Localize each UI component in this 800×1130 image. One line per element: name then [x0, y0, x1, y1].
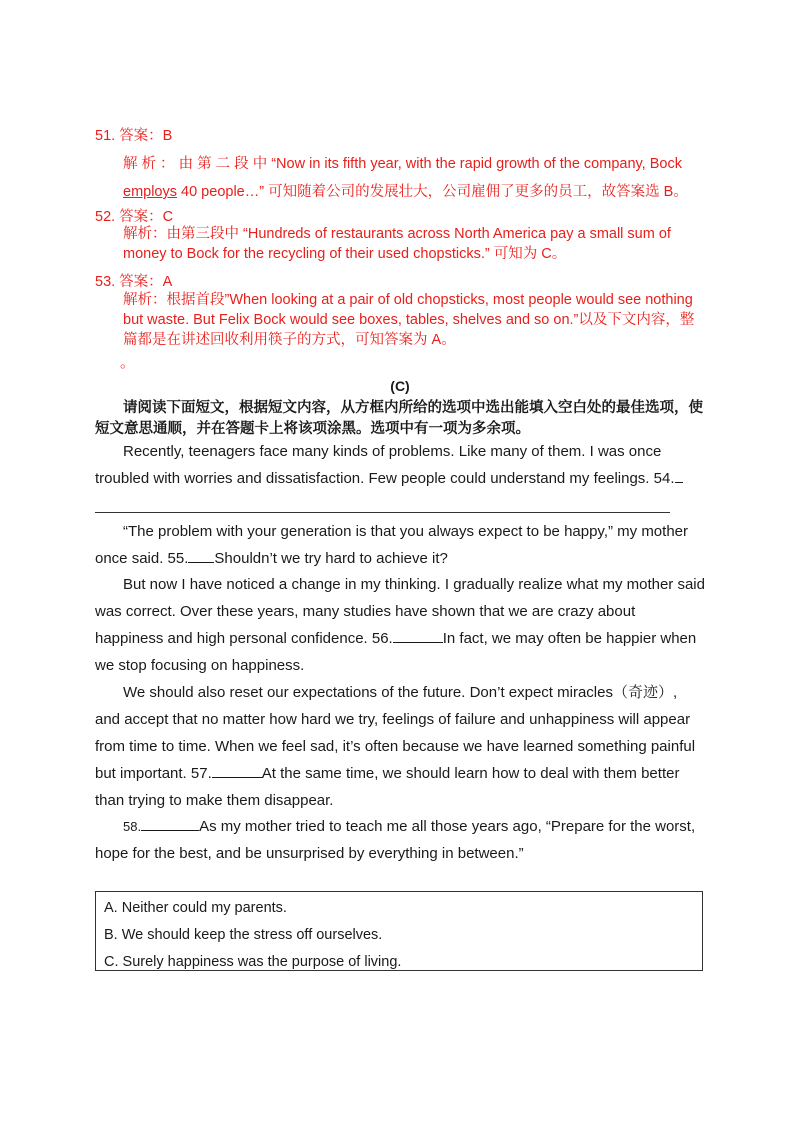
answer-51-underlined-word: employs: [123, 184, 177, 200]
blank-56[interactable]: [393, 627, 443, 643]
instructions: 请阅读下面短文，根据短文内容，从方框内所给的选项中选出能填入空白处的最佳选项，使短文意思通顺，并在答题卡上将该项涂黑。选项中有一项为多余项。: [95, 400, 703, 437]
option-c[interactable]: C. Surely happiness was the purpose of living.: [104, 954, 402, 970]
passage-paragraph-2: [95, 518, 705, 572]
answer-51-line-2: [123, 178, 708, 206]
passage-paragraph-4: [95, 679, 705, 814]
section-title: (C): [390, 378, 410, 394]
answer-51-heading: 51. 答案：B: [95, 128, 173, 144]
paragraph-4-text-a: We should also reset our expectations of the future. Don’t expect miracles（奇迹）, and accept that no matter how hard we try, feelings of failure and unhappiness will appear from time to time. When we feel sad, it’s often because we have learned something painful but important. 57.: [95, 684, 696, 782]
passage-paragraph-1: [95, 438, 705, 492]
paragraph-3-text-b: In fact, we may often be happier when we stop focusing on happiness.: [95, 630, 697, 674]
paragraph-5-number: 58.: [123, 819, 142, 834]
passage-paragraph-3: [95, 571, 705, 679]
options-box: [95, 891, 703, 971]
blank-54-line: [95, 512, 670, 513]
blank-57[interactable]: [212, 762, 262, 778]
passage-paragraph-5: [95, 813, 705, 867]
answer-52-heading: 52. 答案：C: [95, 209, 174, 225]
paragraph-2-text-b: Shouldn’t we try hard to achieve it?: [214, 550, 448, 567]
blank-55[interactable]: [188, 547, 214, 563]
paragraph-2-text-a: “The problem with your generation is that you always expect to be happy,” my mother once said. 55.: [95, 523, 688, 567]
blank-54[interactable]: [675, 467, 683, 483]
option-b[interactable]: B. We should keep the stress off ourselves.: [104, 927, 383, 943]
option-a[interactable]: A. Neither could my parents.: [104, 900, 287, 916]
paragraph-5-text: As my mother tried to teach me all those years ago, “Prepare for the worst, hope for the best, and be unsurprised by everything in between.”: [95, 818, 696, 862]
answer-51-explanation: [123, 150, 708, 206]
blank-58[interactable]: [141, 815, 199, 831]
paragraph-3-text-a: But now I have noticed a change in my thinking. I gradually realize what my mother said was correct. Over these years, many studies have shown that we are crazy about happiness and high personal confidence. 56.: [95, 576, 705, 647]
paragraph-4-text-b: At the same time, we should learn how to deal with them better than trying to make them disappear.: [95, 765, 680, 809]
answer-53-heading: 53. 答案：A: [95, 274, 173, 290]
stray-period-mark: 。: [120, 354, 136, 371]
paragraph-1-text: Recently, teenagers face many kinds of problems. Like many of them. I was once troubled with worries and dissatisfaction. Few people could understand my feelings. 54.: [95, 443, 675, 487]
answer-52-explanation: 解析：由第三段中 “Hundreds of restaurants across North America pay a small sum of money to Bock for the recycling of their used chopsticks.” 可知为 C。: [123, 226, 671, 262]
answer-51-line-2-rest: 40 people…” 可知随着公司的发展壮大，公司雇佣了更多的员工，故答案选 B。: [177, 184, 688, 200]
answer-51-line-1: 解 析 ： 由 第 二 段 中 “Now in its fifth year, with the rapid growth of the company, Bock: [123, 156, 682, 172]
answer-53-explanation: 解析：根据首段”When looking at a pair of old chopsticks, most people would see nothing but waste. But Felix Bock would see boxes, tables, shelves and so on.”以及下文内容，整篇都是在讲述回收利用筷子的方式，可知答案为 A。: [123, 292, 695, 348]
